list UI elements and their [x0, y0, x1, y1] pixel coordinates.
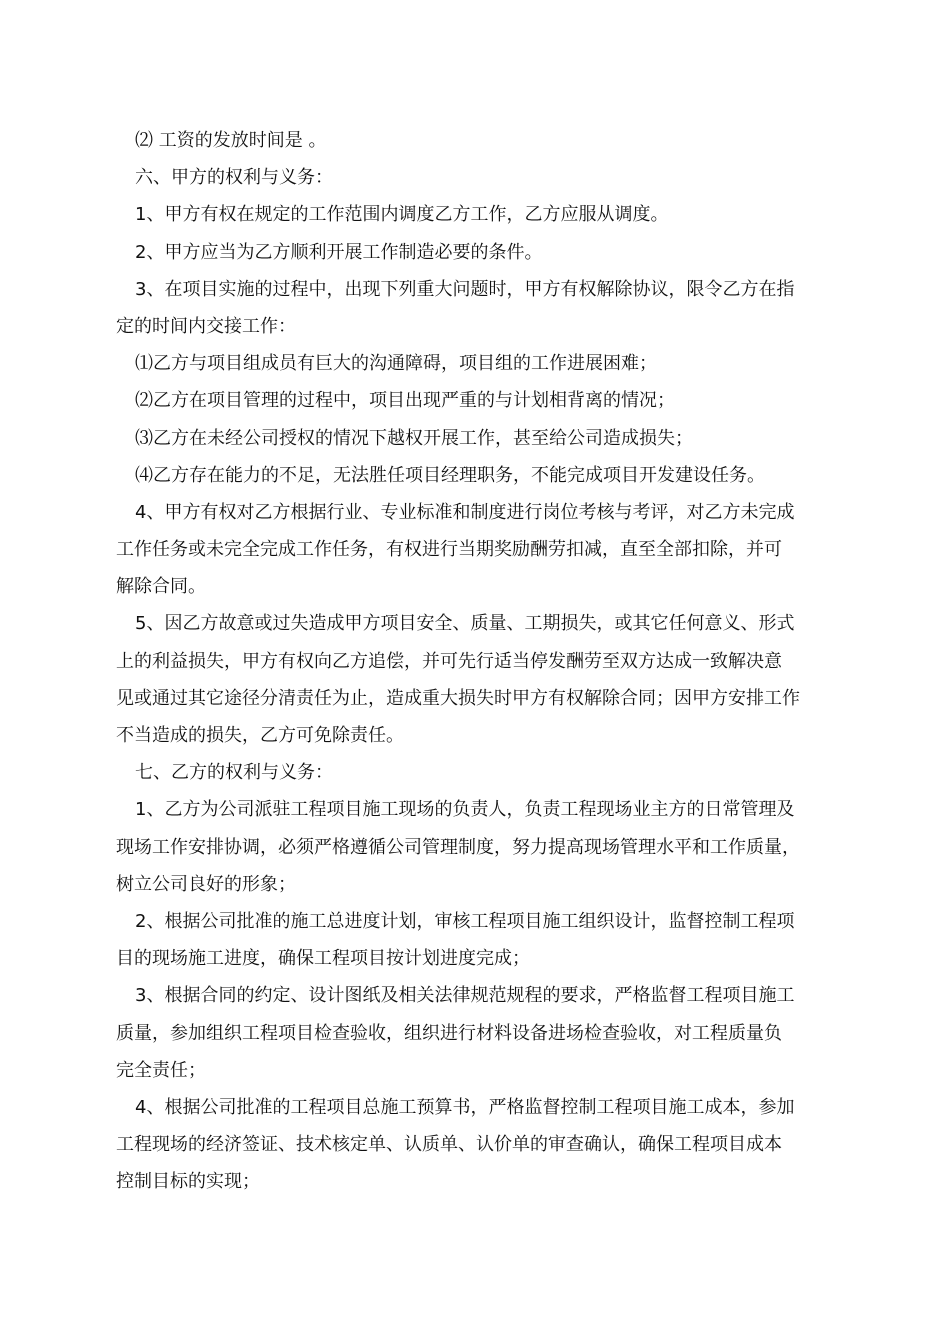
section-heading: 七、乙方的权利与义务： — [135, 762, 333, 784]
paragraph-line: 现场工作安排协调，必须严格遵循公司管理制度，努力提高现场管理水平和工作质量， — [116, 836, 800, 858]
paragraph-line: 1、乙方为公司派驻工程项目施工现场的负责人，负责工程现场业主方的日常管理及 — [135, 799, 795, 821]
list-item: ⑵乙方在项目管理的过程中，项目出现严重的与计划相背离的情况； — [135, 390, 675, 412]
paragraph-line: 3、根据合同的约定、设计图纸及相关法律规范规程的要求，严格监督工程项目施工 — [135, 985, 795, 1007]
paragraph-line: 2、甲方应当为乙方顺利开展工作制造必要的条件。 — [135, 241, 543, 263]
list-item: ⑷乙方存在能力的不足，无法胜任项目经理职务，不能完成项目开发建设任务。 — [135, 464, 765, 486]
paragraph-line: 树立公司良好的形象； — [116, 873, 296, 895]
paragraph-line: 工程现场的经济签证、技术核定单、认质单、认价单的审查确认，确保工程项目成本 — [116, 1134, 782, 1156]
paragraph-line: 5、因乙方故意或过失造成甲方项目安全、质量、工期损失，或其它任何意义、形式 — [135, 613, 795, 635]
paragraph-line: 目的现场施工进度，确保工程项目按计划进度完成； — [116, 948, 530, 970]
paragraph-line: 质量，参加组织工程项目检查验收，组织进行材料设备进场检查验收，对工程质量负 — [116, 1022, 782, 1044]
paragraph-line: 4、甲方有权对乙方根据行业、专业标准和制度进行岗位考核与考评，对乙方未完成 — [135, 501, 795, 523]
paragraph-line: 定的时间内交接工作： — [116, 315, 296, 337]
paragraph-line: 1、甲方有权在规定的工作范围内调度乙方工作，乙方应服从调度。 — [135, 204, 669, 226]
list-item: ⑴乙方与项目组成员有巨大的沟通障碍，项目组的工作进展困难； — [135, 353, 657, 375]
paragraph-line: 3、在项目实施的过程中，出现下列重大问题时，甲方有权解除协议，限令乙方在指 — [135, 278, 795, 300]
section-heading: 六、甲方的权利与义务： — [135, 167, 333, 189]
paragraph-line: 上的利益损失，甲方有权向乙方追偿，并可先行适当停发酬劳至双方达成一致解决意 — [116, 650, 782, 672]
document-body — [116, 122, 840, 1200]
paragraph-line: 见或通过其它途径分清责任为止，造成重大损失时甲方有权解除合同；因甲方安排工作 — [116, 687, 800, 709]
paragraph-line: 2、根据公司批准的施工总进度计划，审核工程项目施工组织设计，监督控制工程项 — [135, 910, 795, 932]
paragraph-line: 4、根据公司批准的工程项目总施工预算书，严格监督控制工程项目施工成本，参加 — [135, 1096, 795, 1118]
paragraph-line: 控制目标的实现； — [116, 1171, 260, 1193]
paragraph-line: 完全责任； — [116, 1059, 206, 1081]
paragraph-line: 解除合同。 — [116, 576, 206, 598]
paragraph-line: 工作任务或未完全完成工作任务，有权进行当期奖励酬劳扣减，直至全部扣除，并可 — [116, 539, 782, 561]
paragraph-line: 不当造成的损失，乙方可免除责任。 — [116, 725, 404, 746]
list-item: ⑶乙方在未经公司授权的情况下越权开展工作，甚至给公司造成损失； — [135, 427, 693, 449]
paragraph-line: ⑵ 工资的发放时间是 。 — [135, 130, 327, 151]
